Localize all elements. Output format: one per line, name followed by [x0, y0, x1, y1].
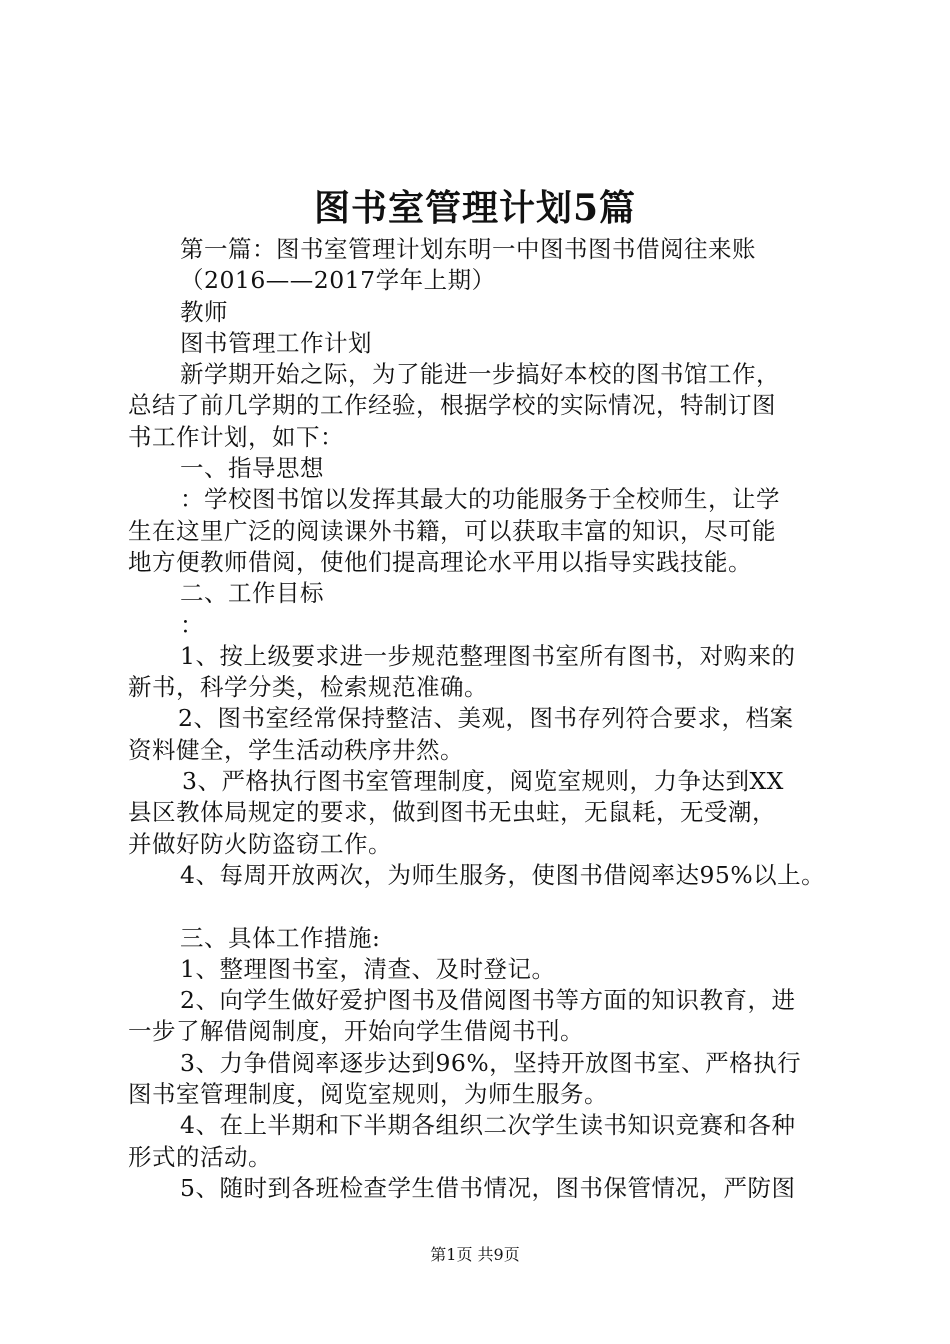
text-line: 3、严格执行图书室管理制度，阅览室规则，力争达到XX — [182, 767, 784, 796]
text-line: 2、向学生做好爱护图书及借阅图书等方面的知识教育，进 — [180, 986, 796, 1015]
text-line: 5、随时到各班检查学生借书情况，图书保管情况，严防图 — [180, 1173, 796, 1202]
text-line: 并做好防火防盗窃工作。 — [128, 829, 392, 858]
text-line: 新学期开始之际，为了能进一步搞好本校的图书馆工作， — [180, 360, 780, 389]
text-line: 地方便教师借阅，使他们提高理论水平用以指导实践技能。 — [128, 547, 752, 576]
text-line: （2016——2017学年上期） — [180, 266, 496, 295]
text-line: 3、力争借阅率逐步达到96%，坚持开放图书室、严格执行 — [180, 1048, 802, 1077]
text-line: 三、具体工作措施: — [180, 923, 381, 952]
text-line: 4、每周开放两次，为师生服务，使图书借阅率达95%以上。 — [180, 860, 826, 889]
document-body — [128, 234, 848, 1204]
text-line: 县区教体局规定的要求，做到图书无虫蛀，无鼠耗，无受潮， — [128, 798, 776, 827]
text-line: 图书室管理制度，阅览室规则，为师生服务。 — [128, 1080, 608, 1109]
text-line: 1、整理图书室，清查、及时登记。 — [180, 954, 556, 983]
text-line: 总结了前几学期的工作经验，根据学校的实际情况，特制订图 — [128, 391, 776, 420]
blank-line — [128, 891, 848, 922]
text-line: 新书，科学分类，检索规范准确。 — [128, 673, 488, 702]
text-line: ： — [180, 610, 204, 639]
text-line: 资料健全，学生活动秩序井然。 — [128, 735, 464, 764]
text-line: ：学校图书馆以发挥其最大的功能服务于全校师生，让学 — [180, 485, 780, 514]
document-title: 图书室管理计划5篇 — [313, 187, 637, 229]
text-line: 1、按上级要求进一步规范整理图书室所有图书，对购来的 — [180, 641, 796, 670]
text-line: 图书管理工作计划 — [180, 328, 372, 357]
text-line: 教师 — [180, 297, 228, 326]
text-line: 生在这里广泛的阅读课外书籍，可以获取丰富的知识，尽可能 — [128, 516, 776, 545]
text-line: 4、在上半期和下半期各组织二次学生读书知识竞赛和各种 — [180, 1111, 796, 1140]
text-line: 一步了解借阅制度，开始向学生借阅书刊。 — [128, 1017, 584, 1046]
text-line: 一、指导思想 — [180, 454, 324, 483]
text-line: 2、图书室经常保持整洁、美观，图书存列符合要求，档案 — [178, 704, 794, 733]
text-line: 二、工作目标 — [180, 579, 324, 608]
text-line: 书工作计划，如下： — [128, 422, 344, 451]
text-line: 第一篇：图书室管理计划东明一中图书图书借阅往来账 — [180, 235, 756, 263]
text-line: 形式的活动。 — [128, 1142, 272, 1171]
page-footer: 第1页 共9页 — [430, 1245, 520, 1264]
